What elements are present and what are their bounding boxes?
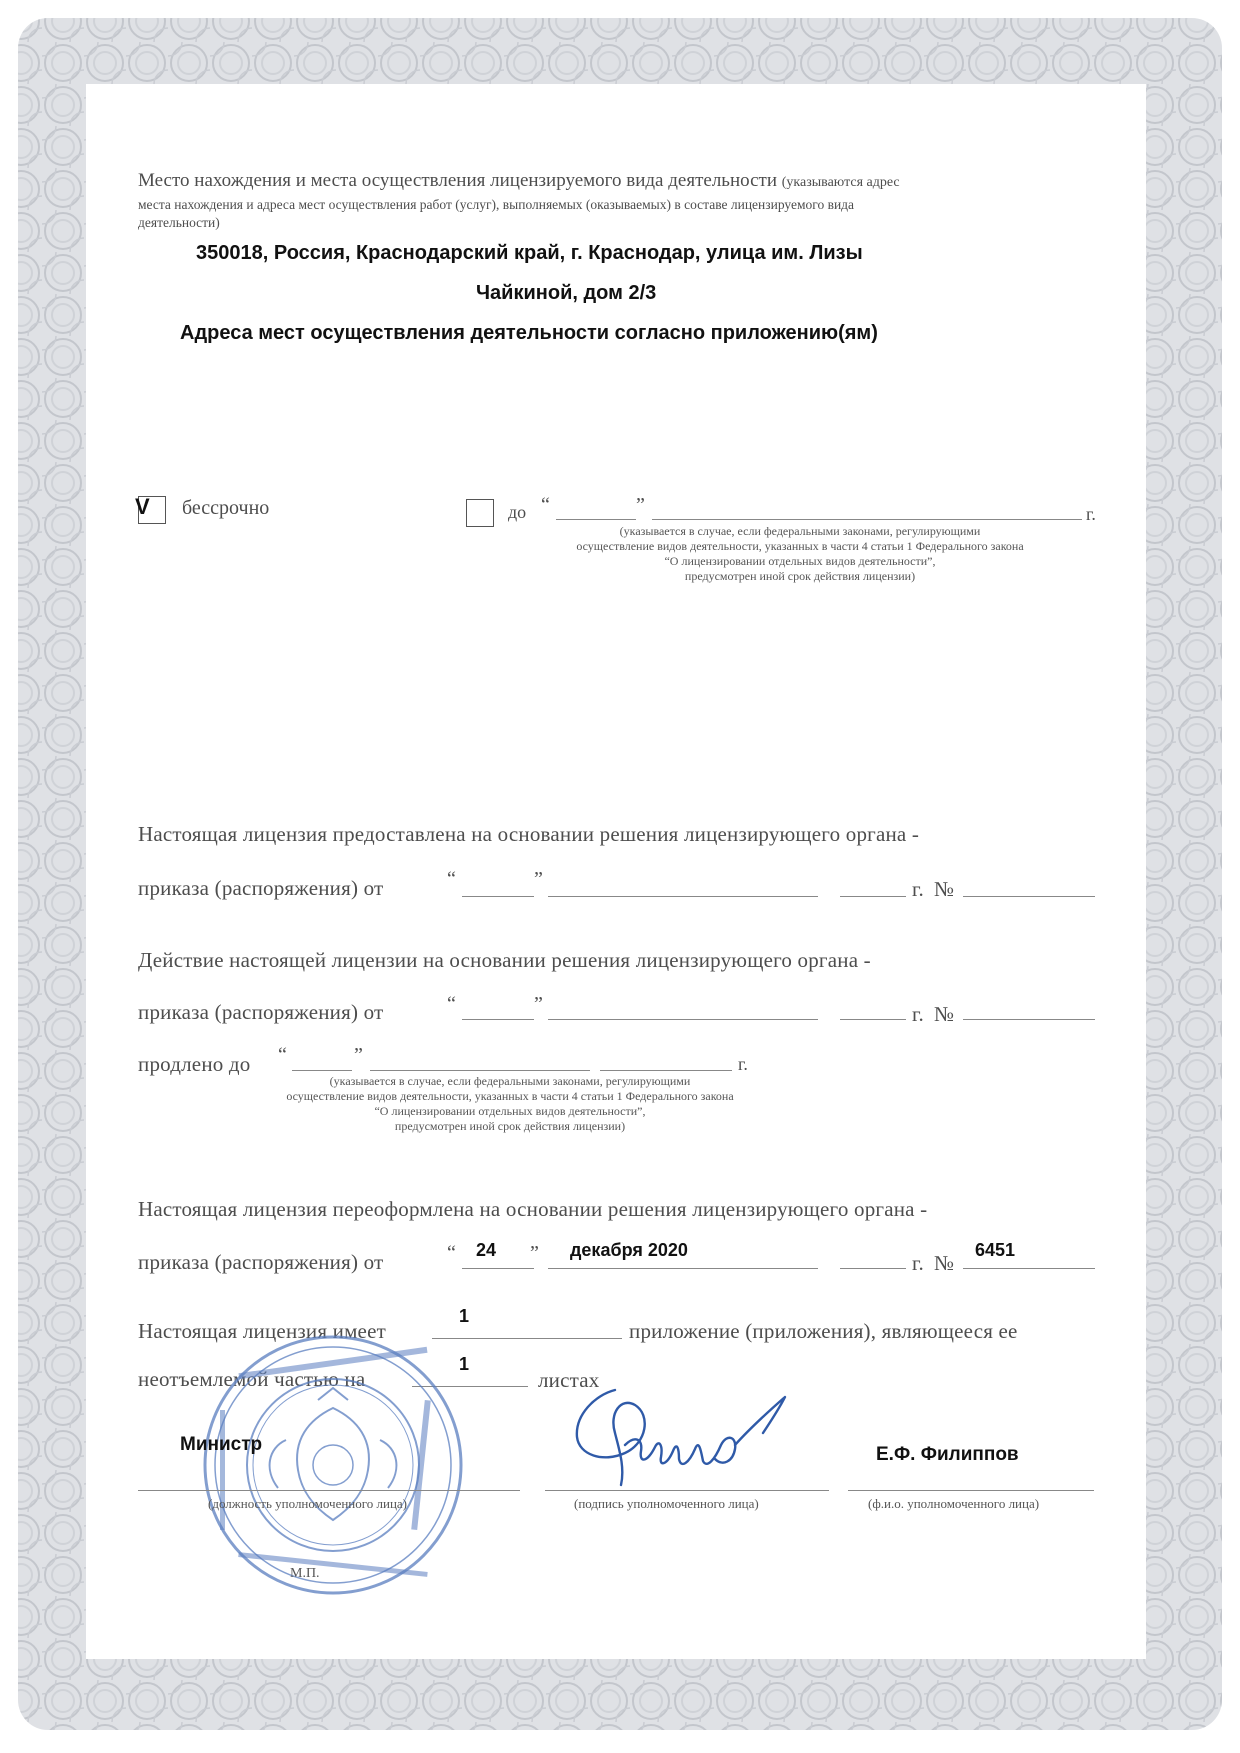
appendix-has-prefix: Настоящая лицензия имеет bbox=[138, 1319, 386, 1343]
official-seal bbox=[198, 1330, 468, 1600]
reissued-open-quote: “ bbox=[447, 1242, 456, 1264]
action-year-line bbox=[840, 1019, 906, 1020]
handwritten-signature bbox=[555, 1375, 795, 1495]
reissued-number: 6451 bbox=[975, 1240, 1016, 1260]
position-line bbox=[138, 1490, 520, 1491]
action-number-line bbox=[963, 1019, 1095, 1020]
address-line-2: Чайкиной, дом 2/3 bbox=[476, 282, 657, 304]
granted-number-line bbox=[963, 896, 1095, 897]
reissued-date-line bbox=[548, 1268, 818, 1269]
until-note-line-2: осуществление видов деятельности, указанных в части 4 статьи 1 Федерального закона bbox=[576, 539, 1024, 553]
until-note-line-3: “О лицензировании отдельных видов деятельности”, bbox=[664, 554, 936, 568]
extended-close-quote: ” bbox=[354, 1044, 363, 1066]
appendix-has-suffix: приложение (приложения), являющееся ее bbox=[629, 1319, 1018, 1343]
action-line-1: Действие настоящей лицензии на основании решения лицензирующего органа - bbox=[138, 948, 871, 972]
signature-line bbox=[545, 1490, 829, 1491]
appendix-part-suffix: листах bbox=[538, 1368, 600, 1392]
until-close-quote: ” bbox=[636, 494, 645, 516]
action-day-line bbox=[462, 1019, 534, 1020]
name-line bbox=[848, 1490, 1094, 1491]
action-open-quote: “ bbox=[447, 993, 456, 1015]
extended-note-line-3: “О лицензировании отдельных видов деятельности”, bbox=[374, 1104, 646, 1118]
action-order-prefix: приказа (распоряжения) от bbox=[138, 1000, 384, 1024]
until-year-suffix: г. bbox=[1086, 504, 1096, 524]
location-label-main: Место нахождения и места осуществления лицензируемого вида деятельности bbox=[138, 170, 778, 191]
until-date-line bbox=[652, 519, 1082, 520]
address-line-1: 350018, Россия, Краснодарский край, г. Краснодар, улица им. Лизы bbox=[196, 242, 863, 264]
extended-note-line-4: предусмотрен иной срок действия лицензии) bbox=[394, 1119, 626, 1133]
extended-open-quote: “ bbox=[278, 1044, 287, 1066]
until-note-line-1: (указывается в случае, если федеральными законами, регулирующими bbox=[619, 524, 981, 538]
extended-note-line-2: осуществление видов деятельности, указанных в части 4 статьи 1 Федерального закона bbox=[286, 1089, 734, 1103]
action-date-line bbox=[548, 1019, 818, 1020]
location-label bbox=[138, 170, 900, 192]
appendix-part-prefix: неотъемлемой частью на bbox=[138, 1367, 366, 1391]
signatory-position: Министр bbox=[180, 1434, 263, 1455]
extended-year-suffix: г. bbox=[738, 1054, 748, 1074]
until-note bbox=[510, 524, 1090, 584]
granted-day-line bbox=[462, 896, 534, 897]
until-note-line-4: предусмотрен иной срок действия лицензии) bbox=[684, 569, 916, 583]
indefinite-label: бессрочно bbox=[182, 497, 270, 519]
extended-note bbox=[195, 1074, 825, 1134]
extended-note-line-1: (указывается в случае, если федеральными законами, регулирующими bbox=[329, 1074, 691, 1088]
granted-order-prefix: приказа (распоряжения) от bbox=[138, 876, 384, 900]
granted-line-1: Настоящая лицензия предоставлена на основании решения лицензирующего органа - bbox=[138, 822, 920, 846]
granted-open-quote: “ bbox=[447, 868, 456, 890]
reissued-order-prefix: приказа (распоряжения) от bbox=[138, 1250, 384, 1274]
signature-caption: (подпись уполномоченного лица) bbox=[574, 1496, 759, 1511]
appendix-sheets: 1 bbox=[459, 1354, 470, 1374]
extended-year-line bbox=[600, 1070, 732, 1071]
location-label-note-3: деятельности) bbox=[138, 215, 220, 230]
granted-year-line bbox=[840, 896, 906, 897]
indefinite-checkmark: V bbox=[135, 494, 150, 519]
until-day-line bbox=[556, 519, 636, 520]
extended-prefix: продлено до bbox=[138, 1052, 251, 1076]
position-caption: (должность уполномоченного лица) bbox=[208, 1496, 408, 1511]
until-label: до bbox=[508, 502, 527, 522]
until-checkbox[interactable] bbox=[466, 499, 494, 527]
seal-place-label: М.П. bbox=[290, 1566, 320, 1581]
location-label-note-2: места нахождения и адреса мест осуществления работ (услуг), выполняемых (оказываемых) в составе лицензируемого вида bbox=[138, 197, 855, 212]
reissued-close-quote: ” bbox=[530, 1242, 539, 1264]
reissued-year-suffix: г. bbox=[912, 1251, 924, 1275]
address-line-3: Адреса мест осуществления деятельности согласно приложению(ям) bbox=[180, 322, 878, 344]
action-year-suffix: г. bbox=[912, 1002, 924, 1026]
location-label-note: (указываются адрес bbox=[781, 175, 900, 190]
action-close-quote: ” bbox=[534, 993, 543, 1015]
reissued-day: 24 bbox=[476, 1240, 497, 1260]
granted-year-suffix: г. bbox=[912, 877, 924, 901]
signatory-name: Е.Ф. Филиппов bbox=[876, 1444, 1019, 1465]
reissued-year-line bbox=[840, 1268, 906, 1269]
reissued-month-year: декабря 2020 bbox=[570, 1240, 688, 1260]
action-number-label: № bbox=[934, 1002, 955, 1026]
name-caption: (ф.и.о. уполномоченного лица) bbox=[868, 1496, 1040, 1511]
reissued-day-line bbox=[462, 1268, 534, 1269]
granted-date-line bbox=[548, 896, 818, 897]
reissued-line-1: Настоящая лицензия переоформлена на основании решения лицензирующего органа - bbox=[138, 1197, 928, 1221]
reissued-number-line bbox=[963, 1268, 1095, 1269]
appendix-count: 1 bbox=[459, 1306, 470, 1326]
granted-close-quote: ” bbox=[534, 868, 543, 890]
until-open-quote: “ bbox=[541, 494, 550, 516]
reissued-number-label: № bbox=[934, 1251, 955, 1275]
granted-number-label: № bbox=[934, 877, 955, 901]
extended-day-line bbox=[292, 1070, 352, 1071]
extended-date-line bbox=[370, 1070, 590, 1071]
